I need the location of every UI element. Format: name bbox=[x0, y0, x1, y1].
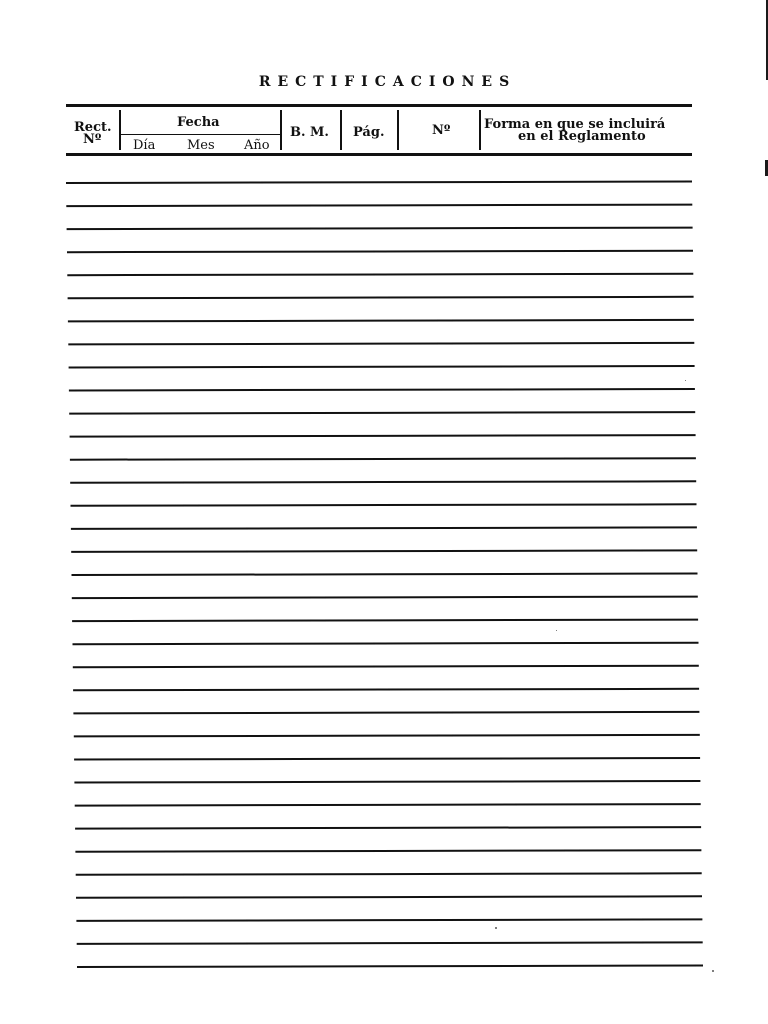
header-forma-label-line1: Forma en que se incluirá bbox=[484, 117, 666, 132]
ruled-line bbox=[73, 689, 699, 691]
header-ano-label: Año bbox=[244, 138, 270, 153]
ruled-line bbox=[67, 251, 693, 253]
header-number-label: Nº bbox=[432, 123, 451, 138]
header-pag-label: Pág. bbox=[353, 125, 385, 140]
ruled-line bbox=[67, 228, 693, 230]
ruled-line bbox=[74, 735, 700, 737]
ruled-line bbox=[76, 896, 702, 898]
ruled-line bbox=[68, 320, 694, 322]
scan-speck bbox=[556, 630, 557, 631]
ruled-line bbox=[69, 366, 695, 368]
ruled-line bbox=[70, 481, 696, 483]
ruled-line bbox=[69, 389, 695, 391]
ruled-line bbox=[75, 850, 701, 852]
scan-speck bbox=[495, 927, 497, 929]
ruled-line bbox=[76, 919, 702, 921]
ruled-line bbox=[71, 527, 697, 529]
ruled-line bbox=[73, 643, 699, 645]
ruled-line bbox=[73, 712, 699, 714]
ruled-line bbox=[72, 574, 698, 576]
ruled-line bbox=[73, 666, 699, 668]
ruled-line bbox=[72, 620, 698, 622]
ruled-line bbox=[76, 873, 702, 875]
header-forma-label-line2: en el Reglamento bbox=[518, 129, 646, 144]
ruled-line bbox=[77, 942, 703, 944]
header-rect-number-label: Nº bbox=[83, 132, 102, 147]
document-title: RECTIFICACIONES bbox=[258, 74, 517, 90]
header-rect-label: Rect. bbox=[74, 120, 112, 135]
ruled-line bbox=[67, 274, 693, 276]
ruled-line bbox=[66, 182, 692, 184]
ruled-line bbox=[72, 597, 698, 599]
header-mes-label: Mes bbox=[187, 138, 215, 153]
ruled-line bbox=[71, 504, 697, 506]
ruled-line bbox=[69, 412, 695, 414]
ruled-line bbox=[74, 781, 700, 783]
header-fecha-label: Fecha bbox=[177, 115, 220, 130]
ruled-line bbox=[70, 435, 696, 437]
ruled-line bbox=[68, 297, 694, 299]
ruled-line bbox=[75, 804, 701, 806]
scan-speck bbox=[712, 970, 714, 972]
ruled-line bbox=[74, 758, 700, 760]
ruled-line bbox=[68, 343, 694, 345]
ruled-line bbox=[77, 966, 703, 968]
ruled-line bbox=[70, 458, 696, 460]
ruled-line bbox=[71, 550, 697, 552]
header-bm-label: B. M. bbox=[290, 125, 329, 140]
header-dia-label: Día bbox=[133, 138, 156, 153]
ruled-line bbox=[66, 205, 692, 207]
ruled-line bbox=[75, 827, 701, 829]
scan-speck bbox=[685, 380, 686, 381]
